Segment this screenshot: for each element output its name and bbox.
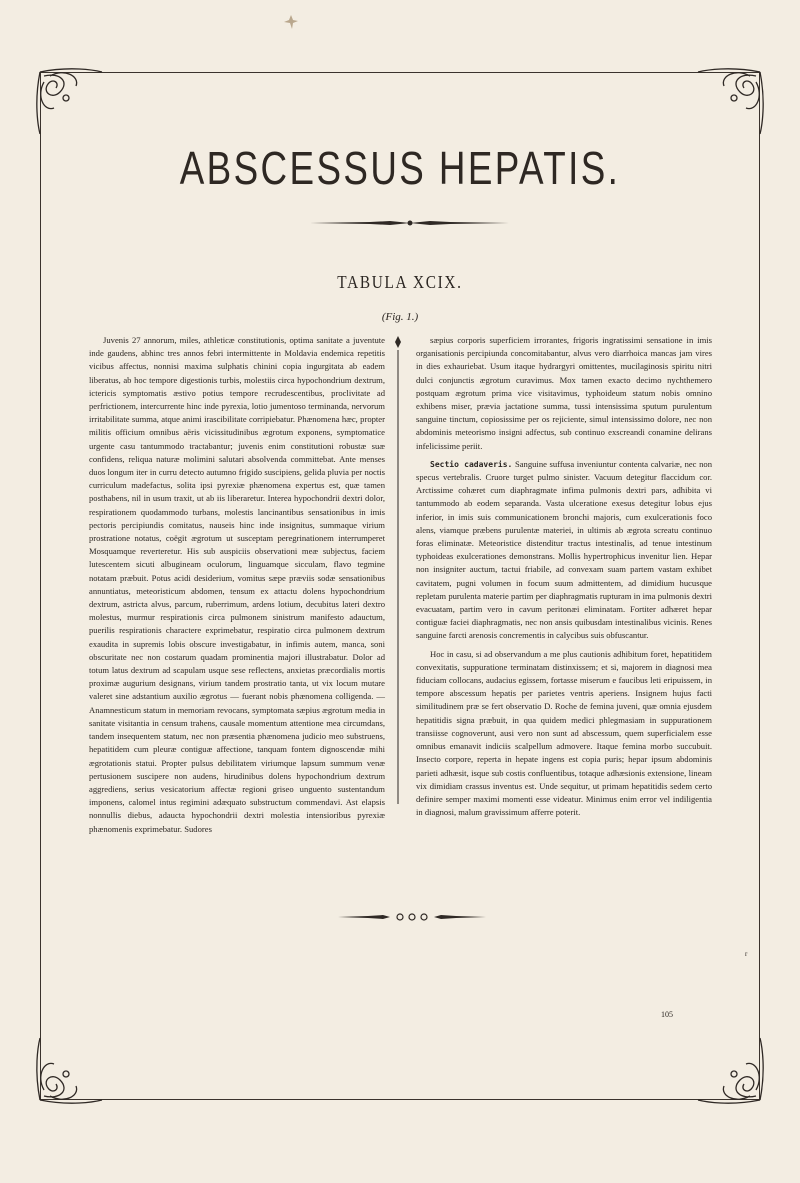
right-paragraph-3: Hoc in casu, si ad observandum a me plus cautionis adhibitum foret, hepatitidem convexitatis, suppuratione terminatam distinxissem; et si, majorem in diagnosi mea fiduciam collocans, audacius egissem, fortasse miserum e faucibus leti eripuissem, in tempore abscessum hepatis per parietes ventris aperiens. Insignem hujus facti similitudinem præ se fert observatio D. Roche de femina juveni, quæ omnia ejusdem hepatitidis signa præbuit, in qua quidem medici phlegmasiam in suppurationem transiisse cognoverunt, ausi vero non sunt ad abscessum, quem superficialem esse omnibus emanavit indiciis scalpellum admovere. Itaque femina morbo succubuit. Insecto corpore, reperta in hepate ingens est copia puris; hepar ipsum abdominis parieti adhæsit, isque sub costis confluentibus, totaque adhæsionis extensione, lineam vix dimidiam crassus inventus est. Unde sequitur, ut primam hepatitidis sedem certo definire semper maximi momenti esse videatur. Minimus enim error vel indiligentia in diagnosi, malum gravissimum afferre poterit. [416, 648, 712, 818]
page-number: 105 [661, 1010, 673, 1019]
left-column [89, 334, 385, 836]
right-paragraph-1: sæpius corporis superficiem irrorantes, frigoris ingratissimi sensatione in imis organisationis percipiunda concomitabantur, alvus vero diarrhoica mancas jam vires in dies exhauriebat. Usum itaque hydrargyri omittentes, mucilaginosis spiritu nitri dulci conjunctis ægrotum curavimus. Mox tamen exacto decimo nychthemero postquam ægrotum prima vice visitavimus, typhoideum statum nobis omnino exhibens miser, prævia jactatione summa, tussi intensissima sputum purulentum sanguine tinctum, copiosissime per os rejiciente, simul intensissimo dolore, nec non abdominis meteorismo insigni adfectus, sub continuo exscreandi conamine delirans infelicissime periit. [416, 335, 712, 451]
top-ornament-icon [283, 14, 299, 30]
figure-reference: (Fig. 1.) [381, 311, 419, 323]
corner-flourish-icon [30, 62, 104, 136]
corner-flourish-icon [696, 1036, 770, 1110]
right-column [416, 334, 712, 819]
corner-flourish-icon [30, 1036, 104, 1110]
margin-mark: r [745, 950, 748, 958]
section-heading: Sectio cadaveris. [430, 459, 513, 469]
page-title: ABSCESSUS HEPATIS. [179, 142, 621, 194]
corner-flourish-icon [696, 62, 770, 136]
title-rule-ornament-icon [310, 218, 510, 228]
end-rule-ornament-icon [338, 911, 486, 923]
left-paragraph: Juvenis 27 annorum, miles, athleticæ constitutionis, optima sanitate a juventute inde gaudens, abhinc tres annos febri intermittente in Moldavia endemica repetitis vicibus affectus, nonnisi maxima sulphatis chinini copia ingurgitata ab eadem liberatus, ab hoc tempore digestionis turbis, molestiis circa hypochondrium dextrum, ictericis symptomatis æstivo potius tempore recrudescentibus, proclivitate ad perfrictionem, intercurrente hinc inde pyrexia, lotio jumentoso terminanda, nervorum irritabilitate summa, atque animi irascibilitate corripiebatur. Phænomena hæc, propter militis officium omnibus aëris vicissitudinibus ægrotum exponens, symptomatice urgente casu tantummodo tractabantur; juvenis enim constitutioni robustæ suæ confidens, reliqua naturæ molimini salutari absolvenda committebat. Ante menses duos longum iter in curru detecto autumno frigido suscipiens, gelida pluvia per noctis curriculum madefactus, solita ipsi pyrexiæ phænomena expertus est, quæ tamen posthabens, nil in usum traxit, ut ab iis liberaretur. Interea hypochondrii dextri dolor, respirationem quodammodo turbans, molestis lancinantibus sensationibus in imis pectoris percipiundis comitatus, nauseis hinc inde insignitus, summaque virium prostratione notatus, coëgit ægrotum ut susceptam peregrinationem interrumperet Mosquamque reverteretur. His sub auspiciis observationi meæ subjectus, faciem lutescentem sicuti albugineam oculorum, linguamque sicculam, flavo tegmine notatam præbuit. Potus acidi desiderium, vomitus sæpe præviis sodæ sensationibus annuntiatus, meteoristicum abdomen, tensum ex attactu dolens hypochondrium dextrum, astricta alvus, parcum, ruberrimum, ardens lotium, decubitus lateri dextro molestus, murmur respirationis circa pulmonem sinistrum manifesto adauctum, puerilis respirationis charactere exprimebatur, respiratio circa pulmonem dextrum exaudita in supremis lobis obscure investigabatur, in infimis autem, manca, soni obscuritate nec non costarum quadam prominentia majori illustrabatur. Dolor ad totum latus dextrum ad scapulam usque sese reflectens, anxietas præcordialis mortis proximæ augurium designans, virium tandem prostratio tanta, ut vix locum mutare valeret sine adstantium auxilio ægrotus — fuerant nobis phænomena colligenda. — Anamnesticum statum in memoriam revocans, symptomata sæpius ægrotum media in sanitate visitantia in censum trahens, causale momentum attentione mea circumdans, tandem insequentem statum, nec non præsentia phænomena judicio meo substruens, hepatitidem cum pleuræ contiguæ affectione, tanquam fontem dignoscendæ mihi ægrotationis statui. Propter pulsus debilitatem viriumque lapsum summum venæ pertusionem suscipere non audens, hirudinibus dolens hypochondrium dextrum aggrediens, serius vesicatorium affectæ regioni griseo unguento sustentandum imponens, calomel intus regimini adæquato substructum commendavi. Ast elapsis nonnullis diebus, adaucta hypochondrii dextri molestia intensioribus pyrexiæ phænomenis exprimebatur. Sudores [89, 335, 385, 834]
plate-number: TABULA XCIX. [337, 272, 463, 292]
right-paragraph-2: Sectio cadaveris. Sanguine suffusa inveniuntur contenta calvariæ, nec non specus vertebralis. Cruore turget pulmo sinister. Vacuum detegitur flaccidum cor. Arctissime cohæret cum diaphragmate infima pulmonis dextri pars, adhibita vi tantummodo ab eodem separanda. Vasta ulceratione exesus detegitur lobus ejus inferior, in imis suis communicationem bronchi majoris, cum exulcerationis foco alens, viamque præbens purulentæ materiei, in ultimis ab ægrota screatu continuo foras eliminatæ. Meteoristice distenditur tractus intestinalis, ad tenue intestinum typhoideas exulcerationes demonstrans. Mollis hypertrophicus invenitur lien. Hepar non insigniter auctum, tactui friabile, ad convexam suam partem vastam exhibet cavitatem, pugni volumen in focum suum admittentem, ad dimidium hucusque repletam purulenta materie partim per diaphragmatis rupturam in ima pulmonis dextri evacuatam, partim vero in cavum peritonæi eliminatam. Fortiter adhæret hepar contiguæ faciei diaphragmatis, nec non ansis quibusdam intestinalibus vicinis. Renes sanguine farcti arenosis concrementis in calycibus suis obfuscantur. [416, 458, 712, 641]
column-divider [394, 336, 402, 804]
